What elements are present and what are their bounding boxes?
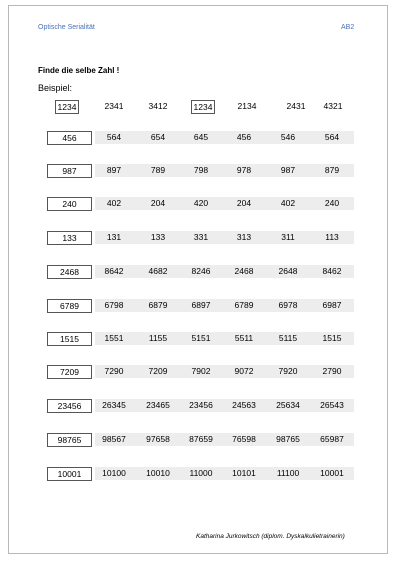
target-number-box: 7209 [47,365,92,379]
option-number[interactable]: 879 [324,165,340,175]
option-number[interactable]: 420 [193,198,209,208]
exercise-row [0,331,400,345]
option-number[interactable]: 65987 [320,434,344,444]
option-number[interactable]: 76598 [232,434,256,444]
option-number[interactable]: 11100 [276,468,300,478]
option-number[interactable]: 456 [236,132,252,142]
header-sheet-id: AB2 [341,24,355,31]
option-number[interactable]: 7209 [148,366,168,376]
option-number[interactable]: 10001 [320,468,344,478]
option-number[interactable]: 87659 [189,434,213,444]
option-number[interactable]: 5151 [191,333,211,343]
option-number[interactable]: 645 [193,132,209,142]
option-number[interactable]: 23465 [146,400,170,410]
option-number[interactable]: 97658 [146,434,170,444]
target-number-box: 456 [47,131,92,145]
example-target: 1234 [55,100,79,114]
option-number[interactable]: 113 [325,232,339,242]
example-option-4: 2134 [237,101,257,111]
footer-author: Katharina Jurkowitsch (diplom. Dyskalkulietrainerin) [196,533,345,540]
option-number[interactable]: 11000 [189,468,213,478]
option-number[interactable]: 8462 [322,266,342,276]
option-number[interactable]: 204 [236,198,252,208]
option-number[interactable]: 10010 [146,468,170,478]
option-number[interactable]: 789 [150,165,166,175]
option-number[interactable]: 1515 [322,333,342,343]
option-number[interactable]: 25634 [276,400,300,410]
option-number[interactable]: 987 [280,165,296,175]
option-number[interactable]: 5115 [278,333,298,343]
option-number[interactable]: 4682 [148,266,168,276]
option-number[interactable]: 23456 [189,400,213,410]
exercise-row [0,130,400,144]
task-instruction: Finde die selbe Zahl ! [38,66,120,75]
exercise-row [0,466,400,480]
option-number[interactable]: 331 [193,232,209,242]
option-number[interactable]: 98765 [276,434,300,444]
option-number[interactable]: 6798 [104,300,124,310]
option-number[interactable]: 9072 [234,366,254,376]
option-number[interactable]: 8642 [104,266,124,276]
option-number[interactable]: 6987 [322,300,342,310]
option-number[interactable]: 2648 [278,266,298,276]
option-number[interactable]: 978 [236,165,252,175]
option-number[interactable]: 10100 [102,468,126,478]
target-number-box: 2468 [47,265,92,279]
option-number[interactable]: 7902 [191,366,211,376]
option-number[interactable]: 798 [193,165,209,175]
option-number[interactable]: 654 [150,132,166,142]
option-number[interactable]: 240 [324,198,340,208]
option-number[interactable]: 402 [106,198,122,208]
exercise-row [0,298,400,312]
target-number-box: 10001 [47,467,92,481]
example-option-6: 4321 [323,101,343,111]
option-number[interactable]: 564 [324,132,340,142]
option-number[interactable]: 6879 [148,300,168,310]
exercise-row [0,432,400,446]
option-number[interactable]: 1551 [104,333,124,343]
exercise-row [0,398,400,412]
option-number[interactable]: 2790 [322,366,342,376]
option-number[interactable]: 10101 [232,468,256,478]
exercise-row [0,230,400,244]
option-number[interactable]: 546 [280,132,296,142]
option-number[interactable]: 564 [106,132,122,142]
target-number-box: 987 [47,164,92,178]
option-number[interactable]: 311 [281,232,295,242]
option-number[interactable]: 133 [150,232,166,242]
target-number-box: 133 [47,231,92,245]
target-number-box: 1515 [47,332,92,346]
target-number-box: 240 [47,197,92,211]
option-number[interactable]: 897 [106,165,122,175]
option-number[interactable]: 2468 [234,266,254,276]
exercise-row [0,264,400,278]
option-number[interactable]: 98567 [102,434,126,444]
example-option-3-match: 1234 [191,100,215,114]
option-number[interactable]: 1155 [148,333,168,343]
header-title: Optische Serialität [38,24,95,31]
option-number[interactable]: 24563 [232,400,256,410]
example-option-5: 2431 [286,101,306,111]
example-label: Beispiel: [38,83,73,93]
option-number[interactable]: 6789 [234,300,254,310]
exercise-row [0,196,400,210]
example-option-2: 3412 [148,101,168,111]
option-number[interactable]: 204 [150,198,166,208]
option-number[interactable]: 7290 [104,366,124,376]
exercise-row [0,364,400,378]
target-number-box: 23456 [47,399,92,413]
option-number[interactable]: 6978 [278,300,298,310]
option-number[interactable]: 313 [236,232,252,242]
target-number-box: 6789 [47,299,92,313]
option-number[interactable]: 6897 [191,300,211,310]
option-number[interactable]: 26543 [320,400,344,410]
option-number[interactable]: 8246 [191,266,211,276]
target-number-box: 98765 [47,433,92,447]
option-number[interactable]: 131 [106,232,122,242]
exercise-row [0,163,400,177]
example-option-1: 2341 [104,101,124,111]
option-number[interactable]: 7920 [278,366,298,376]
option-number[interactable]: 402 [280,198,296,208]
option-number[interactable]: 26345 [102,400,126,410]
option-number[interactable]: 5511 [234,333,254,343]
